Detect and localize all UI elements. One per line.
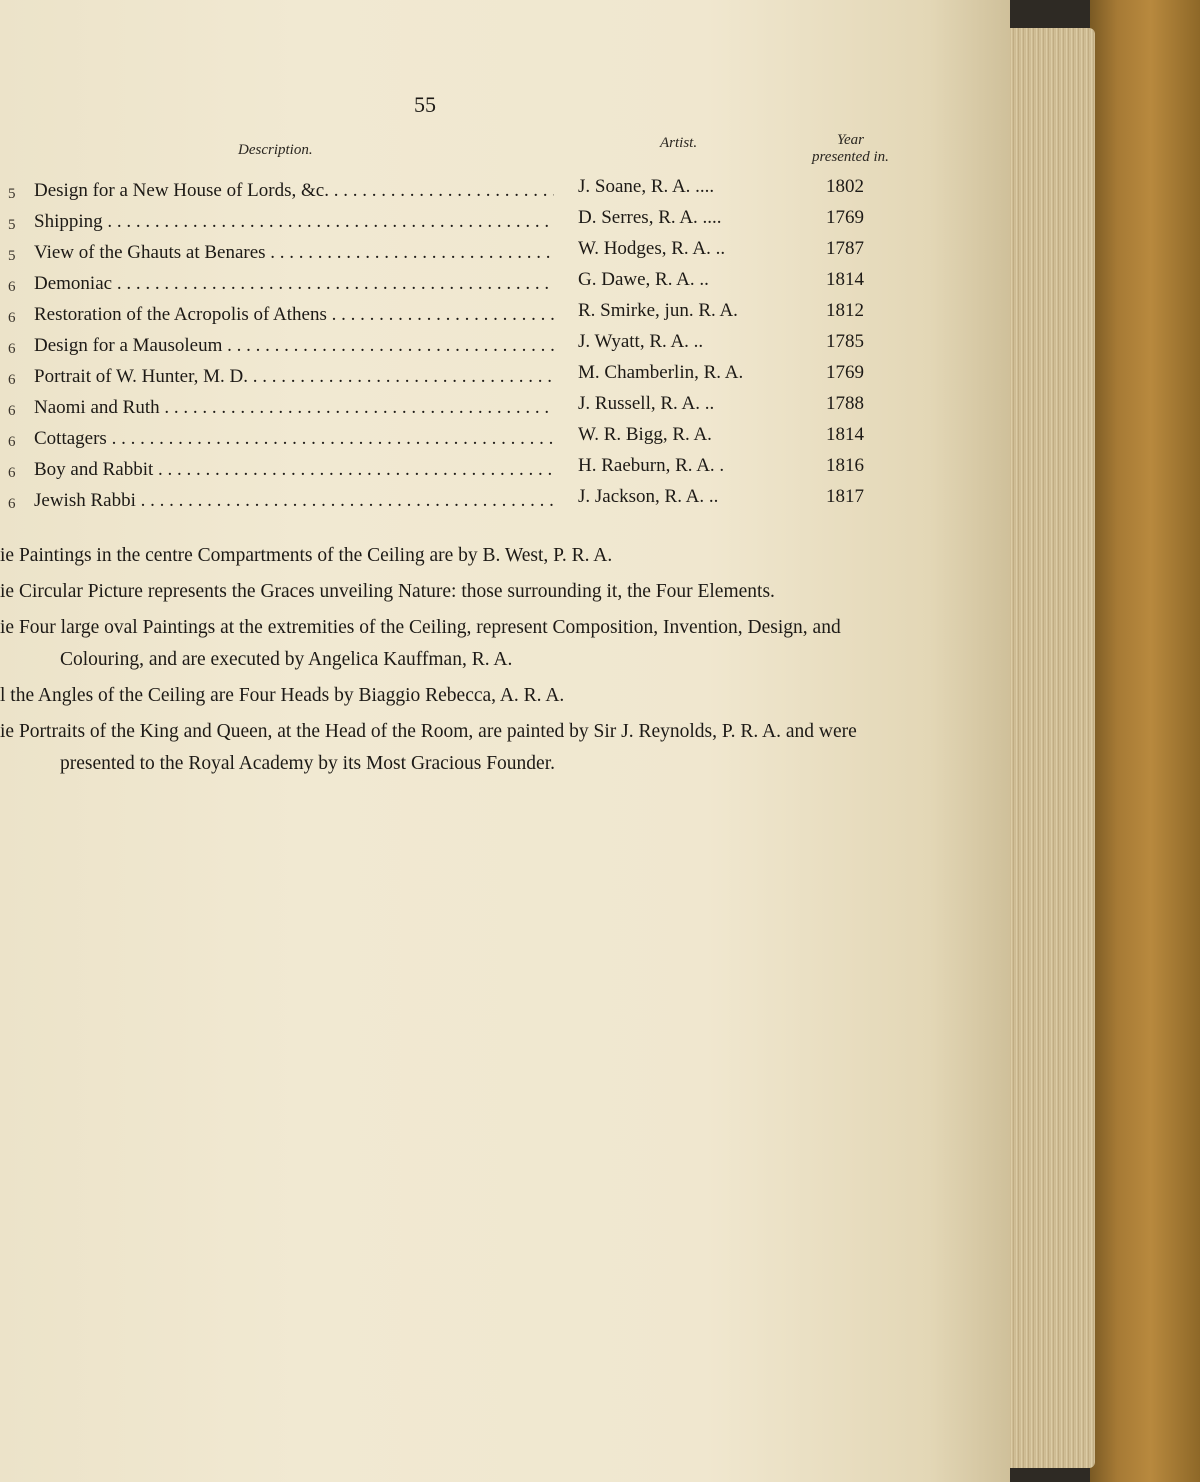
page-edges	[1000, 28, 1095, 1468]
list-item	[8, 331, 878, 365]
list-item	[8, 269, 878, 303]
row-year: 1788	[826, 393, 864, 414]
row-year: 1817	[826, 486, 864, 507]
row-description: Naomi and Ruth . . .	[34, 397, 554, 419]
header-year-line1: Year	[836, 132, 864, 148]
row-number: 6	[8, 310, 16, 326]
row-number: 6	[8, 403, 16, 419]
row-year: 1769	[826, 207, 864, 228]
note-paragraph: ie Paintings in the centre Compartments of the Ceiling are by B. West, P. R. A.	[0, 545, 613, 566]
row-artist: R. Smirke, jun. R. A.	[578, 300, 738, 321]
note-paragraph: ie Circular Picture represents the Graces unveiling Nature: those surrounding it, the Four Elements.	[0, 581, 775, 602]
row-year: 1769	[826, 362, 864, 383]
row-year: 1816	[826, 455, 864, 476]
list-item	[8, 207, 878, 241]
ceiling-notes	[0, 540, 880, 784]
row-description: Boy and Rabbit . . .	[34, 459, 554, 481]
row-number: 6	[8, 465, 16, 481]
row-number: 6	[8, 434, 16, 450]
row-description: Restoration of the Acropolis of Athens . . .	[34, 304, 554, 326]
note-paragraph: l the Angles of the Ceiling are Four Heads by Biaggio Rebecca, A. R. A.	[0, 685, 565, 706]
row-artist: J. Soane, R. A. ....	[578, 176, 715, 197]
row-artist: W. Hodges, R. A. ..	[578, 238, 726, 259]
header-year-line2: presented in.	[812, 149, 889, 165]
row-description: Design for a New House of Lords, &c. . . .	[34, 180, 554, 202]
list-item	[8, 238, 878, 272]
row-number: 5	[8, 248, 16, 264]
row-number: 6	[8, 372, 16, 388]
list-item	[8, 486, 878, 520]
row-year: 1787	[826, 238, 864, 259]
row-description: Cottagers . . .	[34, 428, 554, 450]
row-year: 1802	[826, 176, 864, 197]
row-number: 5	[8, 186, 16, 202]
row-artist: H. Raeburn, R. A. .	[578, 455, 725, 476]
row-description: Design for a Mausoleum . . .	[34, 335, 554, 357]
header-year	[812, 132, 889, 166]
row-number: 6	[8, 279, 16, 295]
list-item	[8, 300, 878, 334]
row-description: View of the Ghauts at Benares . . .	[34, 242, 554, 264]
row-year: 1812	[826, 300, 864, 321]
row-artist: M. Chamberlin, R. A.	[578, 362, 744, 383]
list-item	[8, 176, 878, 210]
list-item	[8, 455, 878, 489]
row-description: Shipping . . .	[34, 211, 554, 233]
row-description: Jewish Rabbi . . .	[34, 490, 554, 512]
header-artist: Artist.	[660, 135, 698, 151]
row-artist: W. R. Bigg, R. A.	[578, 424, 712, 445]
row-number: 6	[8, 341, 16, 357]
row-artist: J. Jackson, R. A. ..	[578, 486, 719, 507]
list-item	[8, 424, 878, 458]
list-item	[8, 362, 878, 396]
row-number: 5	[8, 217, 16, 233]
row-year: 1814	[826, 424, 864, 445]
book-cover-board	[1090, 0, 1200, 1482]
note-paragraph: ie Portraits of the King and Queen, at the Head of the Room, are painted by Sir J. Reynolds, P. R. A. and were presented to the Royal Academy by its Most Gracious Founder.	[0, 721, 857, 774]
row-year: 1814	[826, 269, 864, 290]
row-artist: D. Serres, R. A. ....	[578, 207, 722, 228]
row-artist: J. Wyatt, R. A. ..	[578, 331, 704, 352]
page-number: 55	[414, 92, 436, 117]
row-artist: J. Russell, R. A. ..	[578, 393, 715, 414]
row-number: 6	[8, 496, 16, 512]
list-item	[8, 393, 878, 427]
header-description: Description.	[238, 142, 313, 158]
row-year: 1785	[826, 331, 864, 352]
row-description: Demoniac . . .	[34, 273, 554, 295]
row-description: Portrait of W. Hunter, M. D. . . .	[34, 366, 554, 388]
row-artist: G. Dawe, R. A. ..	[578, 269, 709, 290]
note-paragraph: ie Four large oval Paintings at the extremities of the Ceiling, represent Composition, Invention, Design, and Colouring, and are executed by Angelica Kauffman, R. A.	[0, 617, 841, 670]
